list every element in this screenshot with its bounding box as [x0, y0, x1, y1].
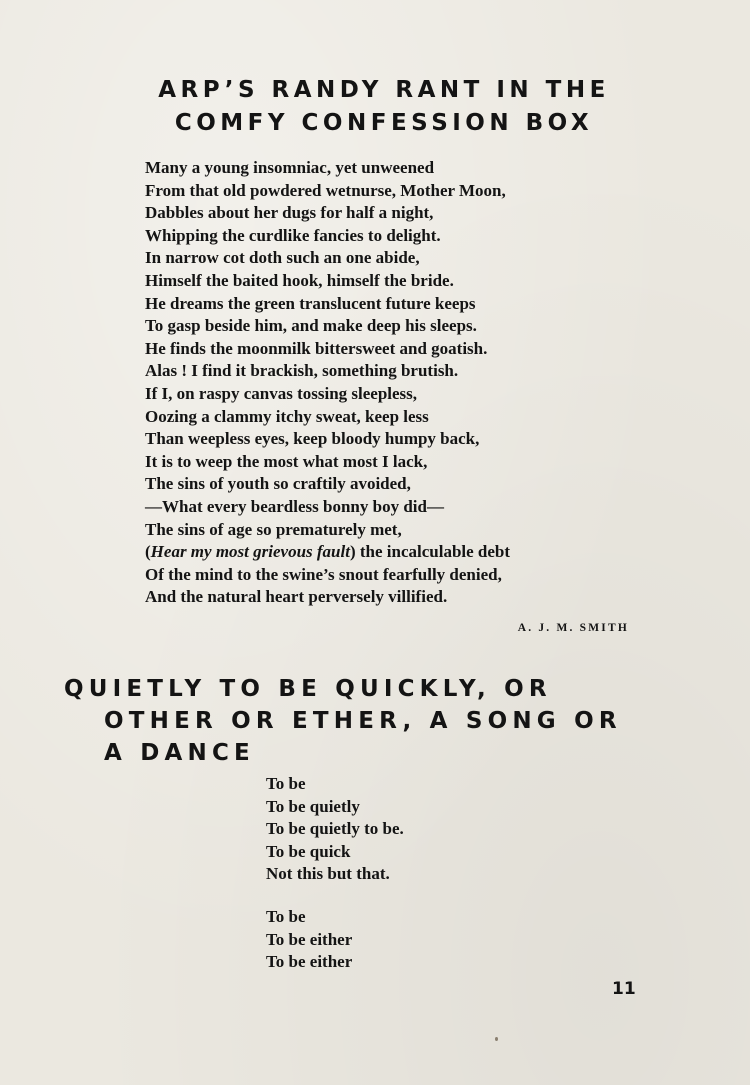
poem-line: Alas ! I find it brackish, something brutish.: [145, 361, 459, 381]
poem-line: He dreams the green translucent future keeps: [145, 293, 476, 313]
poem-line: To be either: [266, 929, 353, 949]
poem-line: And the natural heart perversely villified.: [145, 587, 448, 607]
poem-line: To be quick: [266, 841, 351, 861]
poem-line: He finds the moonmilk bittersweet and goatish.: [145, 338, 488, 358]
poem-stanza: [266, 773, 404, 886]
poem-line: To be quietly: [266, 796, 360, 816]
paper-speck: [495, 1037, 498, 1041]
poem-line: It is to weep the most what most I lack,: [145, 451, 428, 471]
poem-title: [64, 673, 704, 769]
poem-line: Himself the baited hook, himself the bride.: [145, 270, 454, 290]
poem-line: Of the mind to the swine’s snout fearfully denied,: [145, 564, 502, 584]
poem-line: The sins of youth so craftily avoided,: [145, 474, 411, 494]
author-name: A. J. M. SMITH: [517, 622, 629, 634]
poem-line: To gasp beside him, and make deep his sleeps.: [145, 316, 477, 336]
poem-line: To be either: [266, 952, 353, 972]
poem-body: [145, 157, 510, 609]
poem-title-line: QUIETLY TO BE QUICKLY, OR: [64, 676, 552, 702]
poem-title-line: A DANCE: [104, 740, 255, 766]
poem-title-line: COMFY CONFESSION BOX: [174, 110, 594, 136]
poem-line: Not this but that.: [266, 864, 390, 884]
poem-line: Whipping the curdlike fancies to delight.: [145, 225, 441, 245]
poem-line: (Hear my most grievous fault) the incalculable debt: [145, 542, 511, 562]
poem-line: Many a young insomniac, yet unweened: [145, 158, 435, 177]
poem-line: Dabbles about her dugs for half a night,: [145, 203, 434, 223]
poem-line: If I, on raspy canvas tossing sleepless,: [145, 383, 418, 403]
poem-line: To be: [266, 907, 306, 926]
poem-line: Than weepless eyes, keep bloody humpy back,: [145, 429, 480, 449]
poem-title: [0, 74, 750, 140]
poem-line: From that old powdered wetnurse, Mother Moon,: [145, 180, 506, 200]
page-number: 11: [612, 979, 636, 999]
poem-line: To be quietly to be.: [266, 819, 404, 839]
poem-line: —What every beardless bonny boy did—: [145, 496, 444, 516]
poem-line: Oozing a clammy itchy sweat, keep less: [145, 406, 429, 426]
poem-title-line: ARP’S RANDY RANT IN THE: [158, 77, 610, 103]
poem-line: In narrow cot doth such an one abide,: [145, 248, 420, 268]
poem-stanza: [266, 906, 352, 974]
poem-line: The sins of age so prematurely met,: [145, 519, 402, 539]
poem-title-line: OTHER OR ETHER, A SONG OR: [104, 708, 622, 734]
italic-phrase: Hear my most grievous fault: [150, 542, 350, 562]
poem-line: To be: [266, 774, 306, 793]
